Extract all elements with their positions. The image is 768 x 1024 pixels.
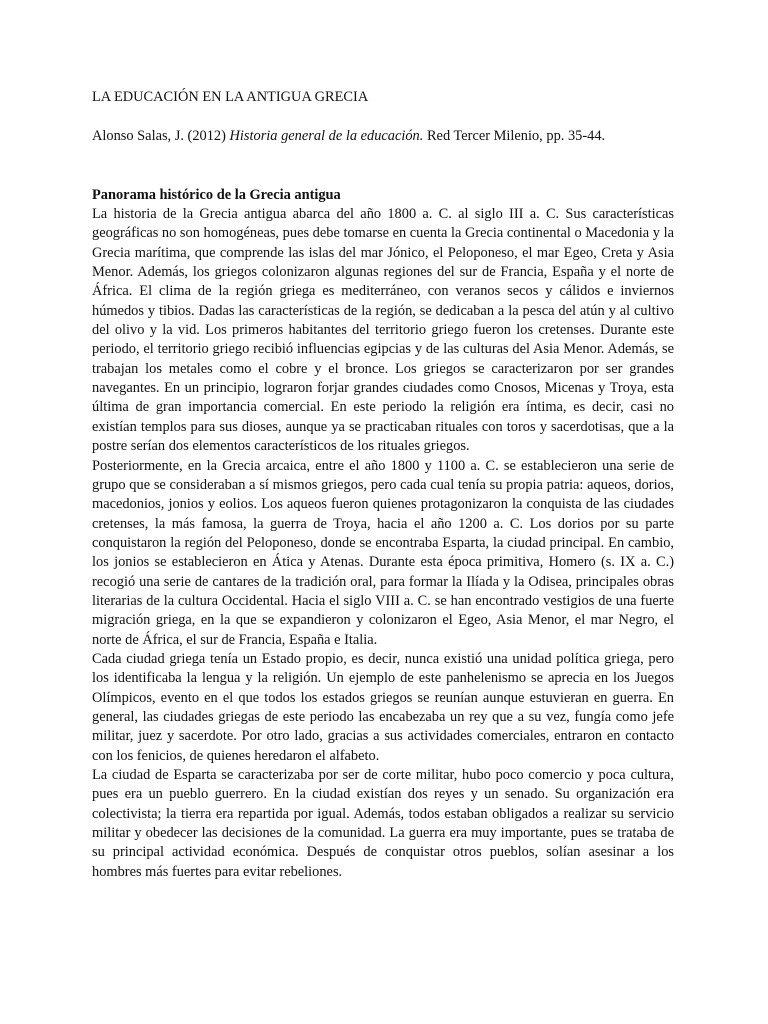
citation-author-year: Alonso Salas, J. (2012) (92, 128, 230, 145)
bibliographic-citation (92, 127, 674, 146)
section-body (92, 205, 674, 882)
paragraph: Cada ciudad griega tenía un Estado propio, es decir, nunca existió una unidad política griega, pero los identificaba la lengua y la religión. Un ejemplo de este panhelenismo se aprecia en los Juegos Olímpicos, evento en el que todos los estados griegos se reunían aunque estuvieran en guerra. En general, las ciudades griegas de este periodo las encabezaba un rey que a su vez, fungía como jefe militar, juez y sacerdote. Por otro lado, gracias a sus actividades comerciales, entraron en contacto con los fenicios, de quienes heredaron el alfabeto. (92, 650, 674, 764)
section-heading: Panorama histórico de la Grecia antigua (92, 186, 341, 203)
document-page (92, 88, 674, 882)
paragraph: La ciudad de Esparta se caracterizaba por ser de corte militar, hubo poco comercio y poca cultura, pues era un pueblo guerrero. En la ciudad existían dos reyes y un senado. Su organización era colectivista; la tierra era repartida por igual. Además, todos estaban obligados a realizar su servicio militar y obedecer las decisiones de la comunidad. La guerra era muy importante, pues se trataba de su principal actividad económica. Después de conquistar otros pueblos, solían asesinar a los hombres más fuertes para evitar rebeliones. (92, 767, 674, 880)
document-title: LA EDUCACIÓN EN LA ANTIGUA GRECIA (92, 89, 369, 105)
citation-work-title: Historia general de la educación. (229, 128, 424, 145)
citation-publisher-pages: Red Tercer Milenio, pp. 35-44. (423, 128, 606, 145)
paragraph: La historia de la Grecia antigua abarca del año 1800 a. C. al siglo III a. C. Sus características geográficas no son homogéneas, pues debe tomarse en cuenta la Grecia continental o Macedonia y la Grecia marítima, que comprende las islas del mar Jónico, el Peloponeso, el mar Egeo, Creta y Asia Menor. Además, los griegos colonizaron algunas regiones del sur de Francia, España y el norte de África. El clima de la región griega es mediterráneo, con veranos secos y cálidos e inviernos húmedos y tibios. Dadas las características de la región, se dedicaban a la pesca del atún y al cultivo del olivo y la vid. Los primeros habitantes del territorio griego fueron los cretenses. Durante este periodo, el territorio griego recibió influencias egipcias y de las culturas del Asia Menor. Además, se trabajan los metales como el cobre y el bronce. Los griegos se caracterizaron por ser grandes navegantes. En un principio, lograron forjar grandes ciudades como Cnosos, Micenas y Troya, esta última de gran importancia comercial. En este periodo la religión era íntima, es decir, casi no existían templos para sus dioses, aunque ya se practicaban rituales con toros y sacerdotisas, que a la postre serían dos elementos característicos de los rituales griegos. (92, 206, 674, 455)
paragraph: Posteriormente, en la Grecia arcaica, entre el año 1800 y 1100 a. C. se establecieron una serie de grupo que se consideraban a sí mismos griegos, pero cada cual tenía su propia patria: aqueos, dorios, macedonios, jonios y eolios. Los aqueos fueron quienes protagonizaron la conquista de las ciudades cretenses, la más famosa, la guerra de Troya, hacia el año 1200 a. C. Los dorios por su parte conquistaron la región del Peloponeso, donde se encontraba Esparta, la ciudad principal. En cambio, los jonios se establecieron en Ática y Atenas. Durante esta época primitiva, Homero (s. IX a. C.) recogió una serie de cantares de la tradición oral, para formar la Ilíada y la Odisea, principales obras literarias de la cultura Occidental. Hacia el siglo VIII a. C. se han encontrado vestigios de una fuerte migración griega, en la que se expandieron y colonizaron el Egeo, Asia Menor, el mar Negro, el norte de África, el sur de Francia, España e Italia. (92, 457, 674, 648)
